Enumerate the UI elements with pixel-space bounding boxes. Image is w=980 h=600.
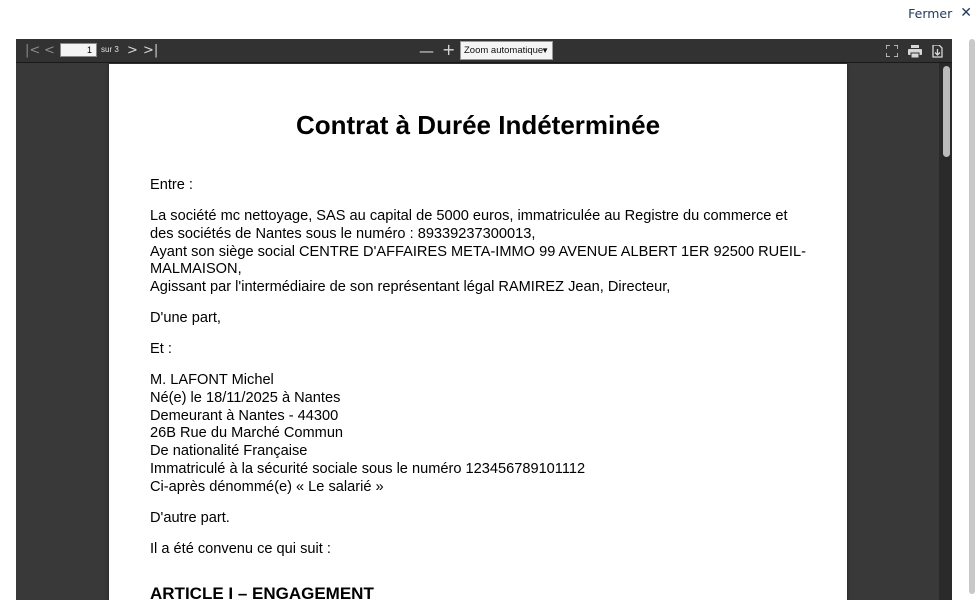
print-icon[interactable] bbox=[908, 42, 922, 64]
employee-line: De nationalité Française bbox=[150, 443, 308, 460]
pdf-toolbar bbox=[16, 39, 952, 63]
zoom-in-icon[interactable]: + bbox=[442, 40, 456, 59]
download-icon[interactable] bbox=[932, 42, 943, 64]
zoom-out-icon[interactable]: — bbox=[419, 42, 434, 60]
modal-scrollbar-thumb[interactable] bbox=[969, 39, 975, 594]
next-page-icon[interactable]: > bbox=[127, 43, 138, 58]
fullscreen-icon[interactable] bbox=[886, 42, 898, 63]
company-line: Agissant par l'intermédiaire de son représentant légal RAMIREZ Jean, Directeur, bbox=[150, 279, 671, 296]
employee-line: Immatriculé à la sécurité sociale sous le numéro 123456789101112 bbox=[150, 460, 586, 477]
et-label: Et : bbox=[150, 341, 172, 357]
company-line: MALMAISON, bbox=[150, 261, 242, 278]
employee-line: Né(e) le 18/11/2025 à Nantes bbox=[150, 389, 341, 406]
last-page-icon[interactable]: >| bbox=[143, 43, 159, 58]
viewer-scrollbar-thumb[interactable] bbox=[943, 66, 950, 157]
employee-line: Demeurant à Nantes - 44300 bbox=[150, 407, 339, 424]
pdf-viewer bbox=[16, 39, 952, 600]
dune-part-text: D'une part, bbox=[150, 310, 221, 326]
employee-line: 26B Rue du Marché Commun bbox=[150, 425, 344, 442]
article-heading: ARTICLE I – ENGAGEMENT bbox=[150, 584, 374, 600]
company-paragraph bbox=[150, 208, 806, 297]
page-count-label: sur 3 bbox=[101, 45, 119, 54]
close-button-label: Fermer bbox=[908, 5, 953, 21]
company-line: La société mc nettoyage, SAS au capital de 5000 euros, immatriculée au Registre du commerce et bbox=[150, 208, 788, 224]
dautre-part-text: D'autre part. bbox=[150, 510, 230, 526]
modal-header bbox=[0, 0, 980, 38]
modal-scrollbar[interactable] bbox=[967, 39, 977, 594]
close-button[interactable] bbox=[908, 5, 972, 21]
zoom-select-value: Zoom automatique bbox=[464, 45, 544, 56]
close-icon: ✕ bbox=[960, 5, 972, 21]
employee-line: M. LAFONT Michel bbox=[150, 372, 274, 388]
chevron-down-icon: ▼ bbox=[541, 46, 549, 55]
convenu-text: Il a été convenu ce qui suit : bbox=[150, 541, 331, 557]
page-number-input[interactable]: 1 bbox=[60, 43, 97, 57]
document-page bbox=[109, 64, 847, 600]
company-line: des sociétés de Nantes sous le numéro : 89339237300013, bbox=[150, 225, 536, 242]
document-title: Contrat à Durée Indéterminée bbox=[295, 110, 661, 140]
employee-line: Ci-après dénommé(e) « Le salarié » bbox=[150, 478, 384, 495]
company-line: Ayant son siège social CENTRE D'AFFAIRES META-IMMO 99 AVENUE ALBERT 1ER 92500 RUEIL- bbox=[150, 243, 806, 260]
first-page-icon[interactable]: |< bbox=[25, 43, 41, 58]
entre-label: Entre : bbox=[150, 177, 193, 193]
zoom-select[interactable] bbox=[460, 41, 553, 60]
previous-page-icon[interactable]: < bbox=[44, 43, 55, 58]
employee-paragraph bbox=[150, 372, 585, 497]
